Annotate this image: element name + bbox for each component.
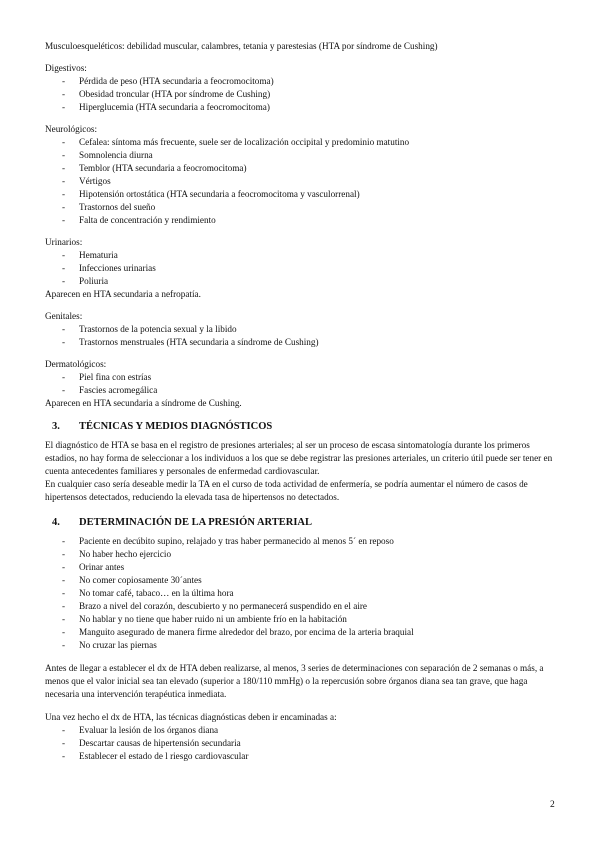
urinary-note: Aparecen en HTA secundaria a nefropatía. — [45, 289, 201, 299]
list-item: - Pérdida de peso (HTA secundaria a feocromocitoma) — [62, 76, 274, 86]
list-item: - Trastornos del sueño — [62, 202, 156, 212]
list-item: - Hematuria — [62, 250, 118, 260]
section-4-paragraph-2: Una vez hecho el dx de HTA, las técnicas diagnósticas deben ir encaminadas a: — [45, 712, 337, 722]
digestive-heading: Digestivos: — [45, 63, 87, 73]
list-item: - Vértigos — [62, 176, 111, 186]
list-item: - Orinar antes — [62, 562, 125, 572]
derma-list — [45, 371, 560, 397]
list-item: - Infecciones urinarias — [62, 263, 156, 273]
list-item: - Poliuria — [62, 276, 109, 286]
list-item: - Fascies acromegálica — [62, 385, 158, 395]
diagnostic-goals-list — [45, 724, 560, 763]
list-item: - Manguito asegurado de manera firme alrededor del brazo, por encima de la arteria braquial — [62, 627, 414, 637]
neuro-list — [45, 136, 560, 227]
list-item: - Trastornos de la potencia sexual y la libido — [62, 324, 237, 334]
list-item: - No haber hecho ejercicio — [62, 549, 172, 559]
urinary-heading: Urinarios: — [45, 237, 83, 247]
list-item: - Paciente en decúbito supino, relajado y tras haber permanecido al menos 5´ en reposo — [62, 536, 394, 546]
neuro-heading: Neurológicos: — [45, 124, 98, 134]
list-item: - Descartar causas de hipertensión secundaria — [62, 738, 241, 748]
derma-heading: Dermatológicos: — [45, 359, 107, 369]
list-item: - Hipotensión ortostática (HTA secundaria a feocromocitoma y vasculorrenal) — [62, 189, 360, 199]
list-item: - No hablar y no tiene que haber ruido ni un ambiente frío en la habitación — [62, 614, 347, 624]
list-item: - No tomar café, tabaco… en la última hora — [62, 588, 234, 598]
urinary-list — [45, 249, 560, 288]
measurement-list — [45, 535, 560, 652]
section-3-paragraph-1: El diagnóstico de HTA se basa en el registro de presiones arteriales; al ser un proceso de escasa sintomatología durante los primeros estadios, no hay forma de seleccionar a los individuos a los que se debe registrar las presiones arteriales, un criterio útil puede ser tener en cuenta antecedentes familiares y personales de enfermedad cardiovascular. — [45, 440, 553, 476]
list-item: - Brazo a nivel del corazón, descubierto y no permanecerá suspendido en el aire — [62, 601, 368, 611]
genital-heading: Genitales: — [45, 311, 83, 321]
list-item: - Piel fina con estrías — [62, 372, 152, 382]
section-3-paragraph-2: En cualquier caso sería deseable medir la TA en el curso de toda actividad de enfermería, se podría aumentar el número de casos de hipertensos detectados, reduciendo la elevada tasa de hipertensos no detectados. — [45, 479, 528, 502]
list-item: - Establecer el estado de l riesgo cardiovascular — [62, 751, 249, 761]
section-title-text: TÉCNICAS Y MEDIOS DIAGNÓSTICOS — [79, 421, 273, 432]
list-item: - Trastornos menstruales (HTA secundaria a síndrome de Cushing) — [62, 337, 319, 347]
page-number: 2 — [550, 800, 555, 810]
list-item: - Evaluar la lesión de los órganos diana — [62, 725, 219, 735]
list-item: - No comer copiosamente 30´antes — [62, 575, 202, 585]
section-number: 3. — [52, 421, 60, 432]
section-3-title — [45, 420, 560, 434]
list-item: - Temblor (HTA secundaria a feocromocitoma) — [62, 163, 247, 173]
genital-list — [45, 323, 560, 349]
section-4-paragraph-1: Antes de llegar a establecer el dx de HTA deben realizarse, al menos, 3 series de determinaciones con separación de 2 semanas o más, a menos que el valor inicial sea tan elevado (superior a 180/110 mmHg) o la repercusión sobre órganos diana sea tan grave, que haga necesaria una intervención terapéutica inmediata. — [45, 663, 544, 699]
list-item: - Cefalea: síntoma más frecuente, suele ser de localización occipital y predominio matutino — [62, 137, 410, 147]
document-page — [45, 40, 560, 763]
list-item: - No cruzar las piernas — [62, 640, 157, 650]
section-number: 4. — [52, 517, 60, 528]
list-item: - Hiperglucemia (HTA secundaria a feocromocitoma) — [62, 102, 270, 112]
musculoskeletal-line: Musculoesqueléticos: debilidad muscular, calambres, tetania y parestesias (HTA por síndrome de Cushing) — [45, 41, 438, 51]
section-4-title — [45, 516, 560, 530]
derma-note: Aparecen en HTA secundaria a síndrome de Cushing. — [45, 398, 242, 408]
list-item: - Falta de concentración y rendimiento — [62, 215, 216, 225]
list-item: - Obesidad troncular (HTA por síndrome de Cushing) — [62, 89, 271, 99]
digestive-list — [45, 75, 560, 114]
list-item: - Somnolencia diurna — [62, 150, 153, 160]
section-title-text: DETERMINACIÓN DE LA PRESIÓN ARTERIAL — [79, 517, 313, 528]
